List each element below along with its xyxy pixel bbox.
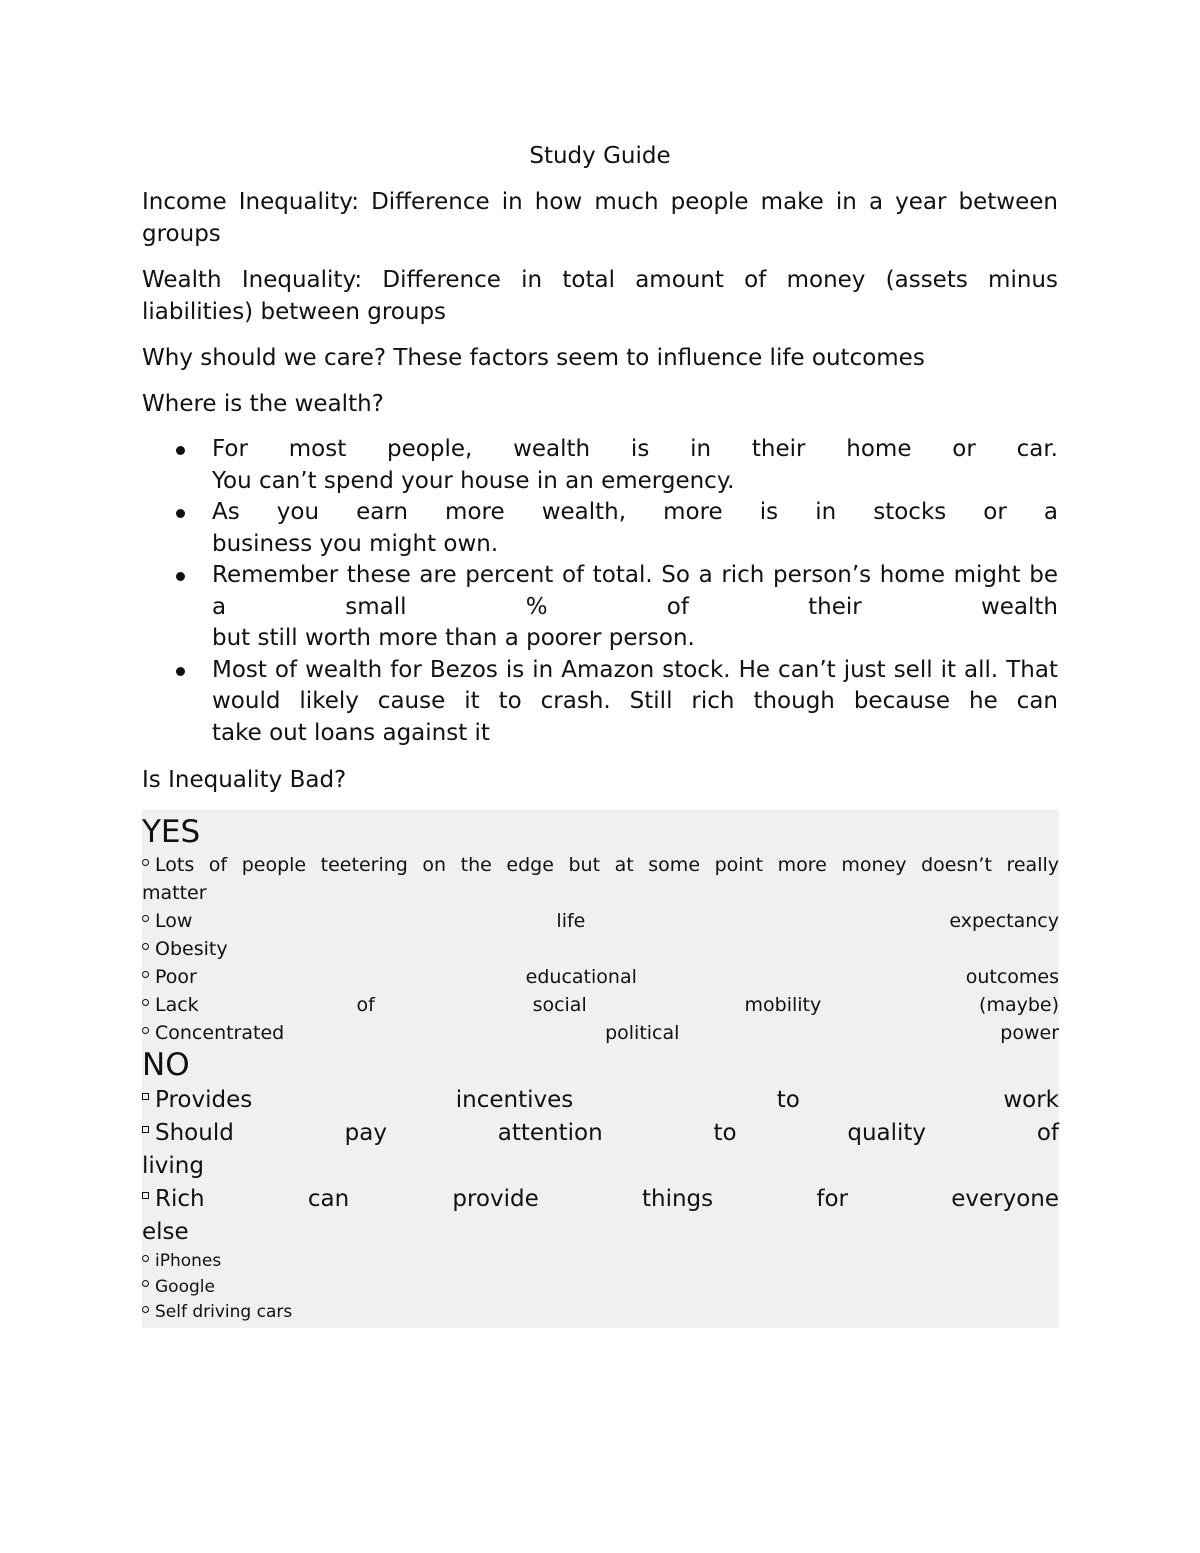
bullet-text: For most people, wealth is in their home or car. [212,436,1058,462]
bullet-text-end: You can’t spend your house in an emergency. [212,467,735,494]
income-inequality-definition: Income Inequality: Difference in how much people make in a year between groups [142,189,1058,247]
bullet-icon [176,667,185,676]
yes-item: Poor educational outcomes [142,963,1059,991]
bullet-text-end: but still worth more than a poorer person. [212,625,695,651]
bullet-icon [176,509,185,518]
no-item-continuation: living [142,1153,204,1179]
list-item [142,560,1058,655]
where-wealth-heading: Where is the wealth? [142,391,384,417]
page-title: Study Guide [529,143,671,169]
yes-item: Lots of people teetering on the edge but at some point more money doesn’t really [142,851,1059,879]
bullet-text: As you earn more wealth, more is in stocks or a [212,499,1058,525]
wealth-inequality-definition: Wealth Inequality: Difference in total amount of money (assets minus liabilities) between groups [142,267,1058,325]
circle-bullet-icon [142,1027,149,1034]
circle-bullet-icon [142,1255,149,1262]
circle-bullet-icon [142,915,149,922]
circle-bullet-icon [142,859,149,866]
wealth-bullet-list [142,434,1058,749]
pros-cons-box [142,810,1059,1328]
list-item [142,655,1058,750]
no-sub-item: Self driving cars [142,1300,1059,1326]
bullet-text-end: business you might own. [212,530,499,557]
yes-item: Low life expectancy [142,907,1059,935]
document-page [142,140,1058,1328]
circle-bullet-icon [142,971,149,978]
no-item: Rich can provide things for everyone [142,1183,1059,1216]
yes-heading: YES [142,814,201,850]
square-bullet-icon [142,1093,149,1100]
yes-item-continuation: matter [142,882,207,904]
bullet-text-end: take out loans against it [212,719,490,746]
yes-item: Obesity [142,935,1059,963]
circle-bullet-icon [142,943,149,950]
no-heading: NO [142,1047,190,1083]
square-bullet-icon [142,1126,149,1133]
bullet-icon [176,572,185,581]
list-item [142,434,1058,497]
no-item: Provides incentives to work [142,1084,1059,1117]
circle-bullet-icon [142,999,149,1006]
no-item-continuation: else [142,1219,189,1245]
bullet-icon [176,446,185,455]
yes-item: Concentrated political power [142,1019,1059,1047]
is-inequality-bad-heading: Is Inequality Bad? [142,767,347,793]
square-bullet-icon [142,1192,149,1199]
no-sub-item: Google [142,1275,1059,1301]
circle-bullet-icon [142,1306,149,1313]
no-item: Should pay attention to quality of [142,1117,1059,1150]
no-sub-item: iPhones [142,1249,1059,1275]
circle-bullet-icon [142,1280,149,1287]
list-item [142,497,1058,560]
why-care-paragraph: Why should we care? These factors seem to influence life outcomes [142,345,925,371]
bullet-text: Most of wealth for Bezos is in Amazon stock. He can’t just sell it all. That would likely cause it to crash. Still rich though because he can [212,656,1058,714]
bullet-text: Remember these are percent of total. So a rich person’s home might be a small % of their wealth [212,562,1058,620]
yes-item: Lack of social mobility (maybe) [142,991,1059,1019]
